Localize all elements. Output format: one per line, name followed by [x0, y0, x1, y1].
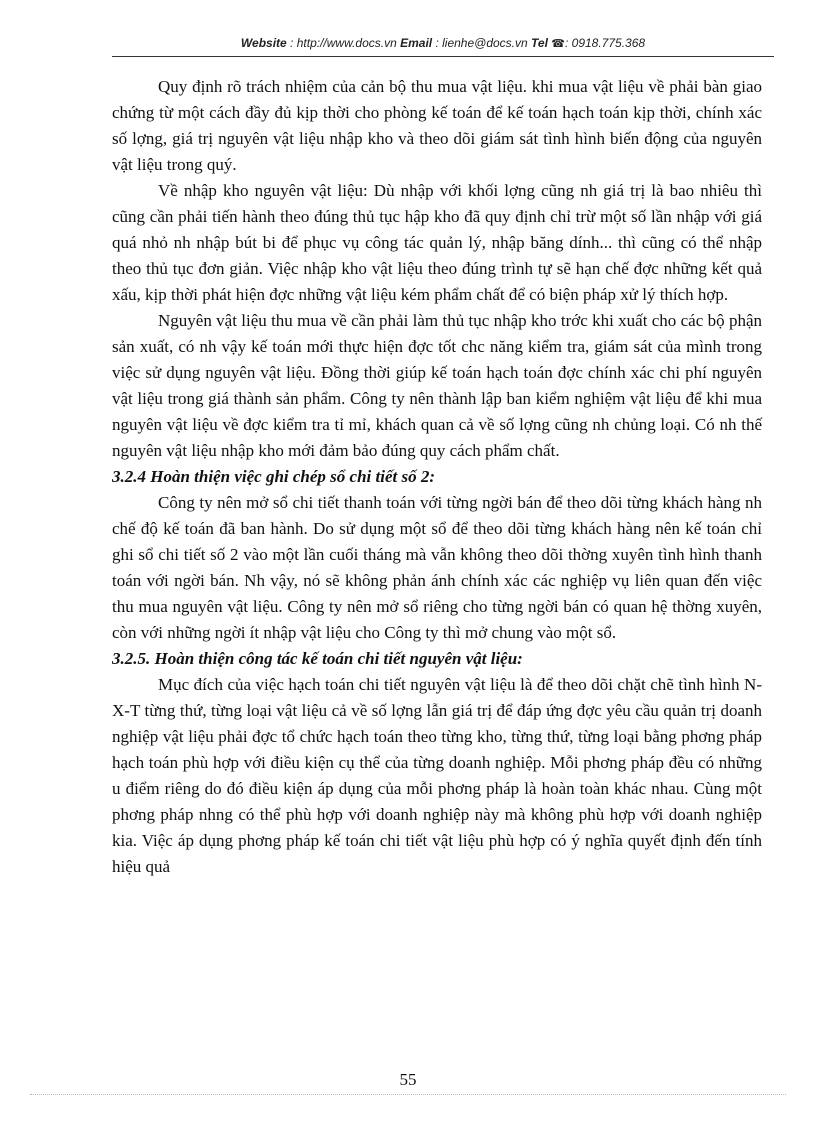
tel-label: Tel: [531, 36, 548, 50]
section-heading-3-2-5: 3.2.5. Hoàn thiện công tác kế toán chi tiết nguyên vật liệu:: [112, 649, 523, 668]
page-number: 55: [399, 1070, 417, 1089]
email-label: Email: [400, 36, 433, 50]
tel-number: : 0918.775.368: [564, 36, 646, 50]
paragraph-4: Công ty nên mở sổ chi tiết thanh toán với từng ngời bán để theo dõi từng khách hàng nh chế độ kế toán đã ban hành. Do sử dụng một sổ để theo dõi từng khách hàng nên kế toán chỉ ghi sổ chi tiết số 2 vào một lần cuối tháng mà vẫn không theo dõi thờng xuyên tình hình thanh toán với ngời bán. Nh vậy, nó sẽ không phản ánh chính xác các nghiệp vụ liên quan đến việc thu mua nguyên vật liệu. Công ty nên mở sổ riêng cho từng ngời bán có quan hệ thờng xuyên, còn với những ngời ít nhập vật liệu cho Công ty thì mở chung vào một sổ.: [112, 493, 762, 642]
website-url[interactable]: : http://www.docs.vn: [286, 36, 401, 50]
paragraph-3: Nguyên vật liệu thu mua về cần phải làm thủ tục nhập kho trớc khi xuất cho các bộ phận sản xuất, có nh vậy kế toán mới thực hiện đợc tốt chc năng kiểm tra, giám sát của mình trong việc sử dụng nguyên vật liệu. Đồng thời giúp kế toán hạch toán đợc chính xác chi phí nguyên vật liệu trong giá thành sản phẩm. Công ty nên thành lập ban kiểm nghiệm vật liệu để khi mua nguyên vật liệu về đợc kiểm tra tỉ mỉ, khách quan cả về số lợng cũng nh chủng loại. Có nh thế nguyên vật liệu nhập kho mới đảm bảo đúng quy cách phẩm chất.: [112, 311, 762, 460]
document-body: [112, 74, 762, 880]
footer-divider: [30, 1094, 786, 1095]
paragraph-1: Quy định rõ trách nhiệm của cản bộ thu mua vật liệu. khi mua vật liệu về phải bàn giao chứng từ một cách đầy đủ kịp thời cho phòng kế toán để kế toán hạch toán kịp thời, chính xác số lợng, giá trị nguyên vật liệu nhập kho và theo dõi giám sát tình hình biến động của nguyên vật liệu trong quý.: [112, 77, 762, 174]
section-heading-3-2-4: 3.2.4 Hoàn thiện việc ghi chép sổ chi tiết số 2:: [112, 467, 435, 486]
website-label: Website: [240, 36, 287, 50]
phone-icon: ☎: [551, 38, 565, 50]
paragraph-5: Mục đích của việc hạch toán chi tiết nguyên vật liệu là để theo dõi chặt chẽ tình hình N-X-T từng thứ, từng loại vật liệu cả về số lợng lẫn giá trị để đáp ứng đợc yêu cầu quản trị doanh nghiệp vật liệu phải đợc tổ chức hạch toán theo từng kho, từng thứ, từng loại bằng phơng pháp hạch toán phù hợp với điều kiện cụ thể của từng doanh nghiệp. Mỗi phơng pháp đều có những u điểm riêng do đó điều kiện áp dụng của mỗi phơng pháp là hoàn toàn khác nhau. Cùng một phơng pháp nhng có thể phù hợp với doanh nghiệp này mà không phù hợp với doanh nghiệp kia. Việc áp dụng phơng pháp kế toán chi tiết vật liệu phù hợp có ý nghĩa quyết định đến tính hiệu quả: [112, 675, 762, 876]
email-address[interactable]: : lienhe@docs.vn: [432, 36, 532, 50]
header-divider: [112, 56, 774, 57]
paragraph-2: Về nhập kho nguyên vật liệu: Dù nhập với khối lợng cũng nh giá trị là bao nhiêu thì cũng cần phải tiến hành theo đúng thủ tục hập kho đã quy định chỉ trừ một số lần nhập với giá quá nhỏ nh nhập bút bi để phục vụ công tác quản lý, nhập băng dính... thì cũng có thể nhập theo thủ tục đơn giản. Việc nhập kho vật liệu theo đúng trình tự sẽ hạn chế đợc những kết quả xấu, kịp thời phát hiện đợc những vật liệu kém phẩm chất để có biện pháp xử lý thích hợp.: [112, 181, 762, 304]
page-header: [112, 36, 774, 50]
